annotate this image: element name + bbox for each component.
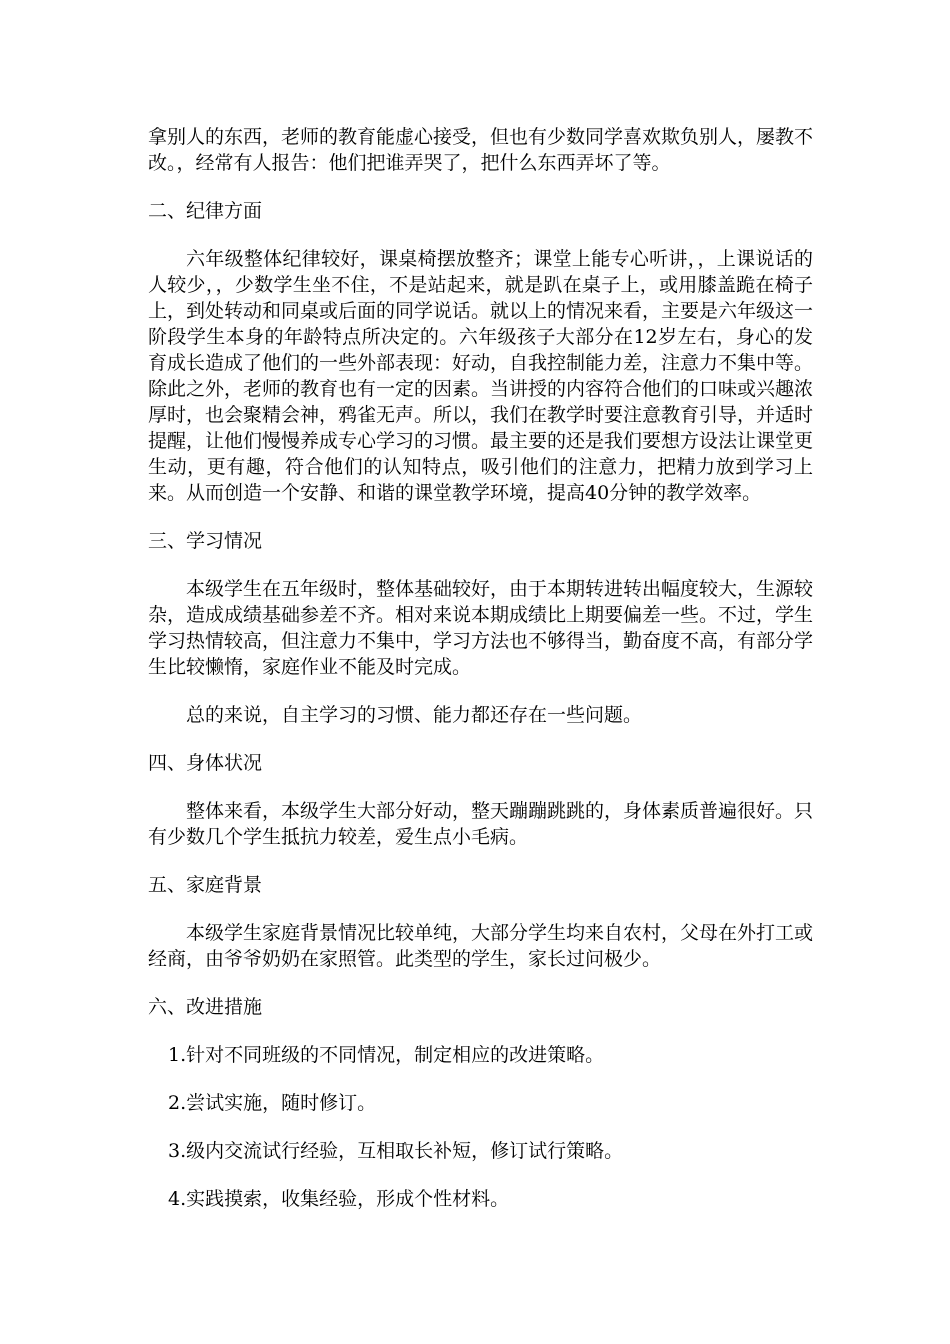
- document-page: [148, 124, 813, 1234]
- section-heading-improvement: 六、改进措施: [148, 996, 263, 1018]
- section-heading-discipline: 二、纪律方面: [148, 200, 263, 222]
- intro-paragraph: 拿别人的东西，老师的教育能虚心接受，但也有少数同学喜欢欺负别人，屡教不改。，经常有人报告：他们把谁弄哭了，把什么东西弄坏了等。: [148, 126, 814, 174]
- section-heading-health: 四、身体状况: [148, 752, 263, 774]
- section-heading-study: 三、学习情况: [148, 530, 263, 552]
- section-heading-family: 五、家庭背景: [148, 874, 263, 896]
- health-paragraph: 整体来看，本级学生大部分好动，整天蹦蹦跳跳的，身体素质普遍很好。只有少数几个学生抵抗力较差，爱生点小毛病。: [148, 800, 814, 848]
- improvement-item-2: 2.尝试实施，随时修订。: [168, 1092, 377, 1114]
- study-paragraph-2: 总的来说，自主学习的习惯、能力都还存在一些问题。: [186, 704, 643, 726]
- improvement-item-3: 3.级内交流试行经验，互相取长补短，修订试行策略。: [168, 1140, 624, 1162]
- discipline-paragraph: 六年级整体纪律较好，课桌椅摆放整齐；课堂上能专心听讲，，上课说话的人较少，，少数学生坐不住，不是站起来，就是趴在桌子上，或用膝盖跪在椅子上，到处转动和同桌或后面的同学说话。就以上的情况来看，主要是六年级这一阶段学生本身的年龄特点所决定的。六年级孩子大部分在12岁左右，身心的发育成长造成了他们的一些外部表现：好动，自我控制能力差，注意力不集中等。除此之外，老师的教育也有一定的因素。当讲授的内容符合他们的口味或兴趣浓厚时，也会聚精会神，鸦雀无声。所以，我们在教学时要注意教育引导，并适时提醒，让他们慢慢养成专心学习的习惯。最主要的还是我们要想方设法让课堂更生动，更有趣，符合他们的认知特点，吸引他们的注意力，把精力放到学习上来。从而创造一个安静、和谐的课堂教学环境，提高40分钟的教学效率。: [148, 248, 814, 504]
- improvement-item-1: 1.针对不同班级的不同情况，制定相应的改进策略。: [168, 1044, 605, 1066]
- family-paragraph: 本级学生家庭背景情况比较单纯，大部分学生均来自农村，父母在外打工或经商，由爷爷奶奶在家照管。此类型的学生，家长过问极少。: [148, 922, 814, 970]
- study-paragraph-1: 本级学生在五年级时，整体基础较好，由于本期转进转出幅度较大，生源较杂，造成成绩基础参差不齐。相对来说本期成绩比上期要偏差一些。不过，学生学习热情较高，但注意力不集中，学习方法也不够得当，勤奋度不高，有部分学生比较懒惰，家庭作业不能及时完成。: [148, 578, 814, 678]
- improvement-item-4: 4.实践摸索，收集经验，形成个性材料。: [168, 1188, 510, 1210]
